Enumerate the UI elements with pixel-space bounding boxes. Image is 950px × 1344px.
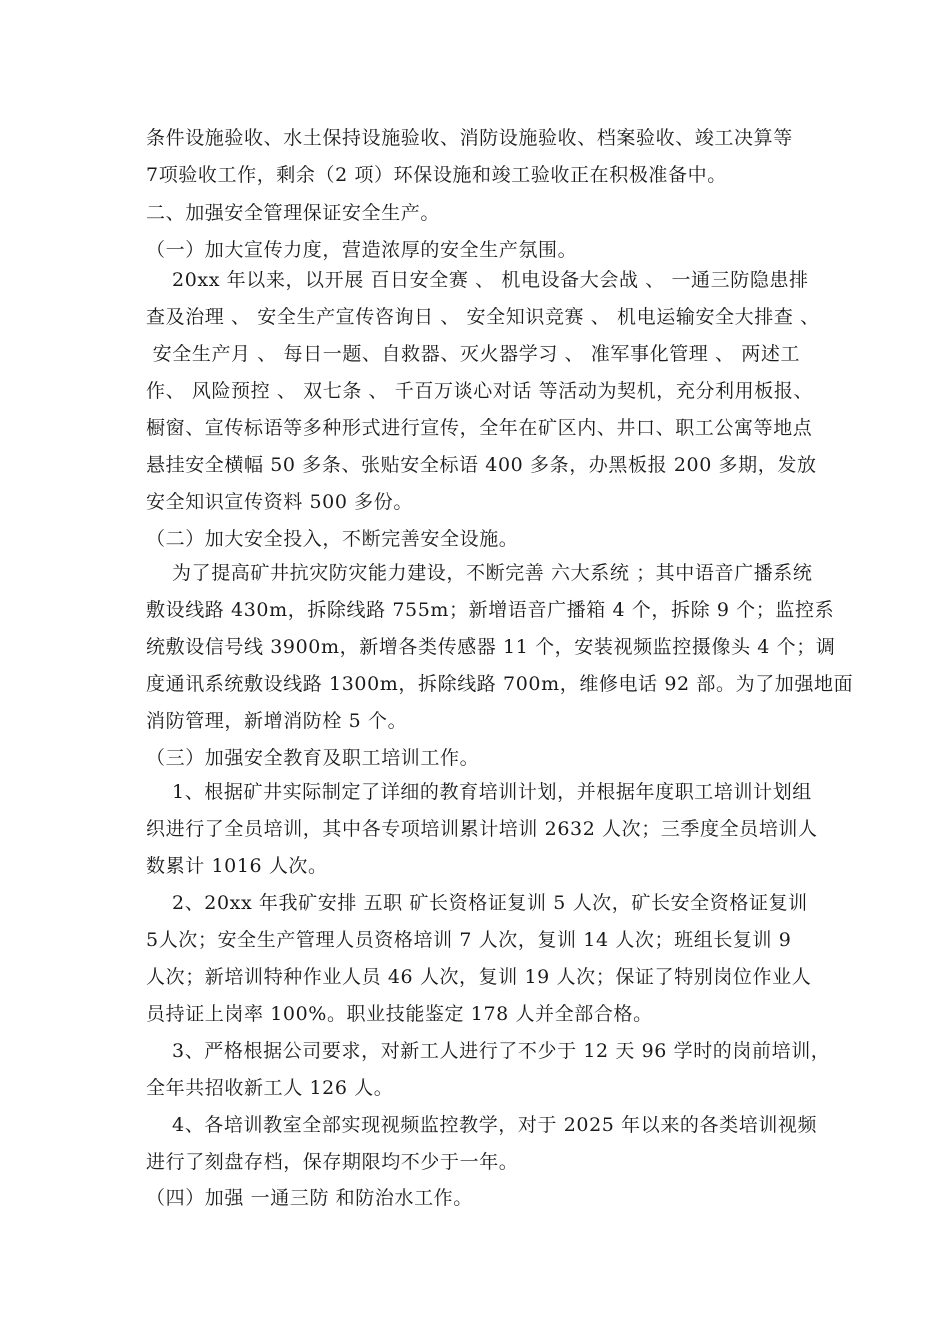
paragraph-line: 消防管理，新增消防栓 5 个。	[146, 710, 408, 732]
paragraph-line: 悬挂安全横幅 50 多条、张贴安全标语 400 多条，办黑板报 200 多期，发放	[146, 454, 817, 476]
paragraph-line: 数累计 1016 人次。	[146, 855, 328, 877]
subsection-heading: （四）加强 一通三防 和防治水工作。	[146, 1187, 473, 1209]
paragraph-line: 进行了刻盘存档，保存期限均不少于一年。	[146, 1151, 519, 1173]
paragraph-line: 人次；新培训特种作业人员 46 人次，复训 19 人次；保证了特别岗位作业人	[146, 966, 812, 988]
paragraph-line: 安全知识宣传资料 500 多份。	[146, 491, 413, 513]
paragraph-line: 员持证上岗率 100%。职业技能鉴定 178 人并全部合格。	[146, 1003, 653, 1025]
paragraph-line: 5人次；安全生产管理人员资格培训 7 人次，复训 14 人次；班组长复训 9	[146, 929, 792, 951]
paragraph-line: 条件设施验收、水土保持设施验收、消防设施验收、档案验收、竣工决算等	[146, 127, 793, 149]
paragraph-line: 统敷设信号线 3900m，新增各类传感器 11 个，安装视频监控摄像头 4 个；调	[146, 636, 836, 658]
paragraph-line: 全年共招收新工人 126 人。	[146, 1077, 394, 1099]
paragraph-line: 为了提高矿井抗灾防灾能力建设，不断完善 六大系统 ；其中语音广播系统	[172, 562, 813, 584]
section-heading: 二、加强安全管理保证安全生产。	[146, 202, 441, 224]
paragraph-line: 20xx 年以来，以开展 百日安全赛 、 机电设备大会战 、 一通三防隐患排	[172, 269, 809, 291]
paragraph-line: 敷设线路 430m，拆除线路 755m；新增语音广播箱 4 个，拆除 9 个；监控系	[146, 599, 835, 621]
subsection-heading: （三）加强安全教育及职工培训工作。	[146, 747, 480, 769]
paragraph-line: 度通讯系统敷设线路 1300m，拆除线路 700m，维修电话 92 部。为了加强地面	[146, 673, 854, 695]
paragraph-line: 作、 风险预控 、 双七条 、 千百万谈心对话 等活动为契机，充分利用板报、	[146, 380, 814, 402]
subsection-heading: （二）加大安全投入，不断完善安全设施。	[146, 528, 519, 550]
paragraph-line: 2、20xx 年我矿安排 五职 矿长资格证复训 5 人次，矿长安全资格证复训	[172, 892, 808, 914]
paragraph-line: 7项验收工作，剩余（2 项）环保设施和竣工验收正在积极准备中。	[146, 164, 727, 186]
paragraph-line: 4、各培训教室全部实现视频监控教学，对于 2025 年以来的各类培训视频	[172, 1114, 818, 1136]
paragraph-line: 查及治理 、 安全生产宣传咨询日 、 安全知识竞赛 、 机电运输安全大排查 、	[146, 306, 820, 328]
subsection-heading: （一）加大宣传力度，营造浓厚的安全生产氛围。	[146, 239, 578, 261]
paragraph-line: 3、严格根据公司要求，对新工人进行了不少于 12 天 96 学时的岗前培训，	[172, 1040, 831, 1062]
paragraph-line: 橱窗、宣传标语等多种形式进行宣传，全年在矿区内、井口、职工公寓等地点	[146, 417, 813, 439]
paragraph-line: 1、根据矿井实际制定了详细的教育培训计划，并根据年度职工培训计划组	[172, 781, 812, 803]
paragraph-line: 织进行了全员培训，其中各专项培训累计培训 2632 人次；三季度全员培训人	[146, 818, 818, 840]
paragraph-line: 安全生产月 、 每日一题、自救器、灭火器学习 、 准军事化管理 、 两述工	[146, 343, 801, 365]
